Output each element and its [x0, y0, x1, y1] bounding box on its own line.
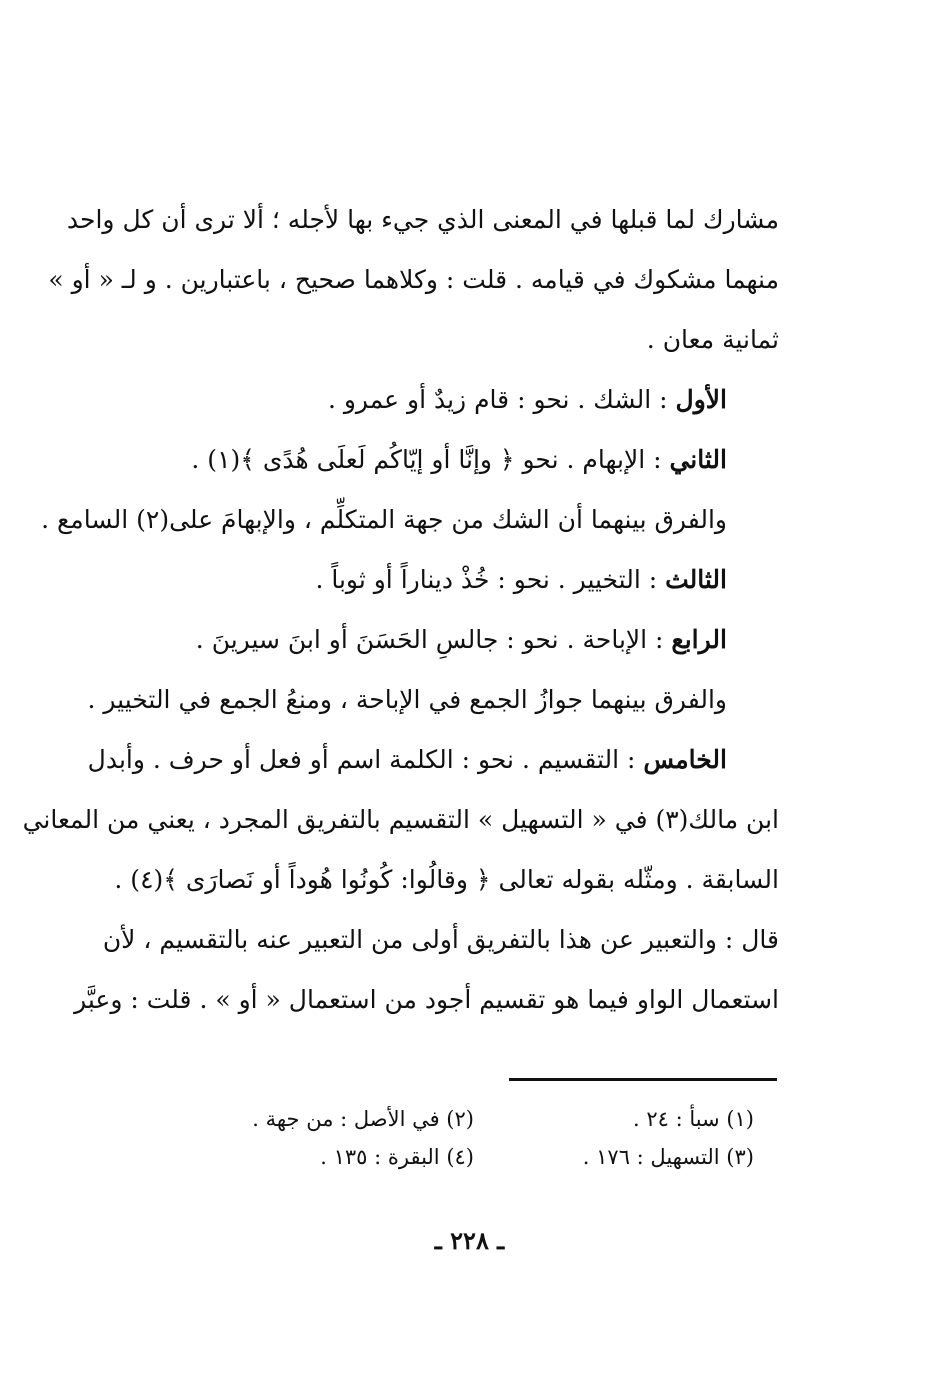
text-line: قال : والتعبير عن هذا بالتفريق أولى من التعبير عنه بالتقسيم ، لأن — [102, 925, 779, 954]
footnote-3: (٣) التسهيل : ١٧٦ . — [582, 1145, 754, 1169]
meaning-fifth — [87, 730, 779, 790]
meaning-fourth-heading: الرابع — [671, 625, 727, 654]
meaning-third-text: : التخيير . نحو : خُذْ ديناراً أو ثوباً . — [315, 565, 666, 594]
meaning-second — [129, 430, 779, 490]
footnote-row — [194, 1138, 754, 1176]
page-number: ـ ٢٢٨ ـ — [434, 1226, 505, 1255]
meaning-first-heading: الأول — [675, 385, 727, 414]
text-line: ابن مالك(٣) في « التسهيل » التقسيم بالتفريق المجرد ، يعني من المعاني — [22, 805, 779, 834]
footnote-divider — [509, 1078, 777, 1081]
text-line: استعمال الواو فيما هو تقسيم أجود من استعمال « أو » . قلت : وعبَّر — [74, 985, 779, 1014]
meaning-second-text: : الإبهام . نحو ﴿ وإنَّا أو إيّاكُم لَعلَى هُدًى ﴾(١) . — [191, 445, 670, 474]
footnotes — [194, 1100, 754, 1176]
meaning-fourth-note: والفرق بينهما جوازُ الجمع في الإباحة ، ومنعُ الجمع في التخيير . — [87, 685, 727, 714]
meaning-third — [129, 550, 779, 610]
text-line: السابقة . ومثّله بقوله تعالى ﴿ وقالُوا: كُونُوا هُوداً أو نَصارَى ﴾(٤) . — [114, 865, 779, 894]
meaning-second-note: والفرق بينهما أن الشك من جهة المتكلِّم ، والإبهامَ على(٢) السامع . — [41, 505, 727, 534]
meaning-first-text: : الشك . نحو : قام زيدٌ أو عمرو . — [327, 385, 676, 414]
meaning-second-heading: الثاني — [669, 445, 727, 474]
meaning-fifth-text: : التقسيم . نحو : الكلمة اسم أو فعل أو حرف . وأبدل — [87, 745, 644, 774]
meaning-third-heading: الثالث — [665, 565, 727, 594]
footnote-row — [194, 1100, 754, 1138]
text-line: منهما مشكوك في قيامه . قلت : وكلاهما صحيح ، باعتبارين . و لـ « أو » — [48, 265, 779, 294]
footnote-2: (٢) في الأصل : من جهة . — [252, 1107, 474, 1131]
main-text — [22, 190, 779, 1030]
footnote-4: (٤) البقرة : ١٣٥ . — [320, 1145, 474, 1169]
meaning-first — [129, 370, 779, 430]
meaning-fourth-text: : الإباحة . نحو : جالسِ الحَسَنَ أو ابنَ سيرينَ . — [195, 625, 672, 654]
meaning-fifth-heading: الخامس — [643, 745, 727, 774]
footnote-1: (١) سبأ : ٢٤ . — [632, 1107, 754, 1131]
meaning-fourth — [129, 610, 779, 670]
text-line: ثمانية معان . — [646, 325, 779, 354]
text-line: مشارك لما قبلها في المعنى الذي جيء بها لأجله ؛ ألا ترى أن كل واحد — [66, 205, 779, 234]
